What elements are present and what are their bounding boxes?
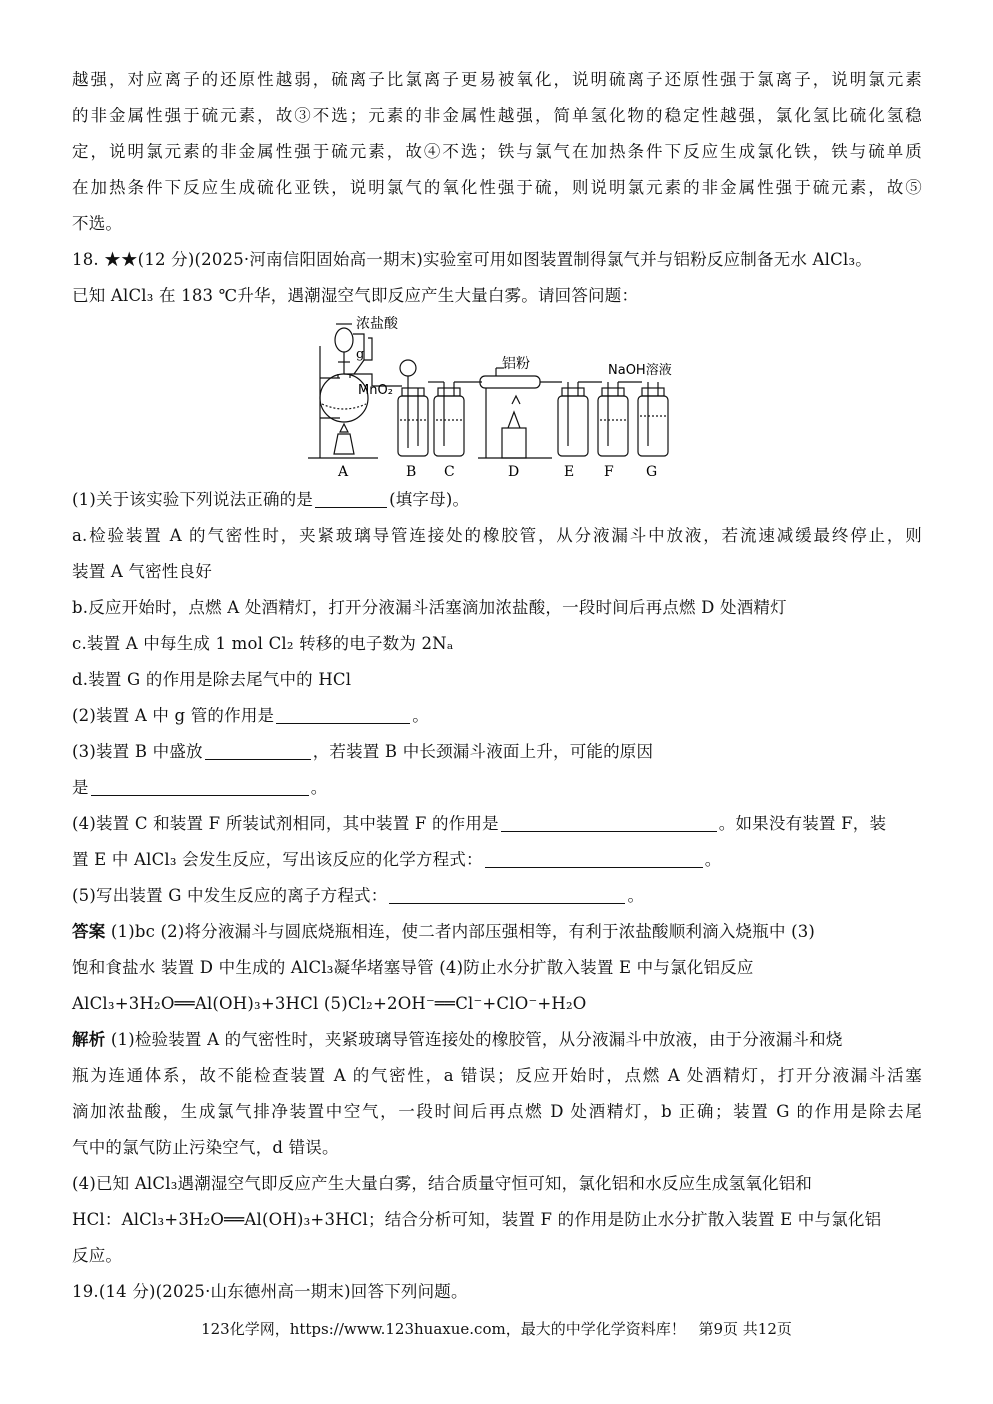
label-al-powder: 铝粉 — [502, 356, 530, 372]
question-part-3-cont — [72, 770, 922, 806]
question-part-1 — [72, 482, 922, 518]
answer-blank — [91, 775, 309, 796]
answer-blank — [389, 883, 625, 904]
question-part-2 — [72, 698, 922, 734]
part-3b-text: 是 — [72, 778, 89, 797]
label-conc-hcl: 浓盐酸 — [356, 316, 398, 332]
option-b: b.反应开始时，点燃 A 处酒精灯，打开分液漏斗活塞滴加浓盐酸，一段时间后再点燃 D 处酒精灯 — [72, 598, 787, 617]
part-1-tail: (填字母)。 — [389, 490, 470, 509]
text-line: 越强，对应离子的还原性越弱，硫离子比氯离子更易被氧化，说明硫离子还原性强于氯离子，说明氯元素 — [72, 70, 922, 89]
part-4b-tail: 。 — [704, 850, 722, 869]
part-2-tail: 。 — [412, 706, 429, 725]
apparatus-letter-g: G — [646, 464, 658, 478]
page-content — [72, 62, 922, 1310]
part-3-mid: ，若装置 B 中长颈漏斗液面上升，可能的原因 — [312, 742, 654, 761]
answer-text: (1)bc (2)将分液漏斗与圆底烧瓶相连，使二者内部压强相等，有利于浓盐酸顺利滴入烧瓶中 (3) — [110, 922, 816, 941]
part-3-text: (3)装置 B 中盛放 — [72, 742, 203, 761]
part-3b-tail: 。 — [310, 778, 328, 797]
explanation-line: 瓶为连通体系，故不能检查装置 A 的气密性，a 错误；反应开始时，点燃 A 处酒精灯，打开分液漏斗活塞 — [72, 1066, 922, 1085]
label-mno2: MnO₂ — [358, 383, 393, 398]
answer-blank — [485, 847, 703, 868]
answer-blank — [315, 487, 387, 508]
text-line: 不选。 — [72, 214, 123, 233]
text-line: 的非金属性强于硫元素，故③不选；元素的非金属性越强，简单氢化物的稳定性越强，氯化氢比硫化氢稳 — [72, 106, 922, 125]
text-line: 定，说明氯元素的非金属性强于硫元素，故④不选；铁与氯气在加热条件下反应生成氯化铁，铁与硫单质 — [72, 142, 922, 161]
part-1-text: (1)关于该实验下列说法正确的是 — [72, 490, 314, 509]
label-g: g — [356, 347, 365, 362]
apparatus-letter-b: B — [406, 464, 417, 478]
option-c: c.装置 A 中每生成 1 mol Cl₂ 转移的电子数为 2Nₐ — [72, 634, 454, 653]
explanation-line: 气中的氯气防止污染空气，d 错误。 — [72, 1138, 339, 1157]
explanation-text: (1)检验装置 A 的气密性时，夹紧玻璃导管连接处的橡胶管，从分液漏斗中放液，由于分液漏斗和烧 — [110, 1030, 843, 1049]
answer-label: 答案 — [72, 922, 106, 941]
answer-line: AlCl₃+3H₂O══Al(OH)₃+3HCl (5)Cl₂+2OH⁻══Cl⁻+ClO⁻+H₂O — [72, 994, 587, 1013]
part-2-text: (2)装置 A 中 g 管的作用是 — [72, 706, 275, 725]
apparatus-letter-e: E — [564, 464, 575, 478]
part-4-text: (4)装置 C 和装置 F 所装试剂相同，其中装置 F 的作用是 — [72, 814, 499, 833]
explanation-line: 滴加浓盐酸，生成氯气排净装置中空气，一段时间后再点燃 D 处酒精灯，b 正确；装置 G 的作用是除去尾 — [72, 1102, 922, 1121]
question-part-3 — [72, 734, 922, 770]
part-4b-text: 置 E 中 AlCl₃ 会发生反应，写出该反应的化学方程式： — [72, 850, 483, 869]
answer-blank — [205, 739, 311, 760]
apparatus-letter-d: D — [508, 464, 520, 478]
part-4-mid: 。如果没有装置 F，装 — [718, 814, 887, 833]
apparatus-figure — [72, 316, 922, 478]
apparatus-letter-f: F — [604, 464, 614, 478]
answer-line — [72, 914, 922, 950]
text-line: 在加热条件下反应生成硫化亚铁，说明氯气的氧化性强于硫，则说明氯元素的非金属性强于硫元素，故⑤ — [72, 178, 922, 197]
answer-blank — [276, 703, 410, 724]
explanation-label: 解析 — [72, 1030, 106, 1049]
answer-blank — [501, 811, 717, 832]
apparatus-letter-a: A — [338, 464, 349, 478]
apparatus-diagram — [72, 316, 922, 478]
question-part-4-cont — [72, 842, 922, 878]
question-part-5 — [72, 878, 922, 914]
explanation-line — [72, 1022, 922, 1058]
question-18-header: 18. ★★(12 分)(2025·河南信阳固始高一期末)实验室可用如图装置制得氯气并与铝粉反应制备无水 AlCl₃。 — [72, 250, 872, 269]
explanation-line: (4)已知 AlCl₃遇潮湿空气即反应产生大量白雾，结合质量守恒可知，氯化铝和水反应生成氢氧化铝和 — [72, 1174, 813, 1193]
explanation-line: 反应。 — [72, 1246, 123, 1265]
option-a-cont: 装置 A 气密性良好 — [72, 562, 212, 581]
page-footer — [0, 1318, 993, 1339]
answer-line: 饱和食盐水 装置 D 中生成的 AlCl₃凝华堵塞导管 (4)防止水分扩散入装置 E 中与氯化铝反应 — [72, 958, 754, 977]
question-19-header: 19.(14 分)(2025·山东德州高一期末)回答下列问题。 — [72, 1282, 468, 1301]
question-18-header-cont: 已知 AlCl₃ 在 183 ℃升华，遇潮湿空气即反应产生大量白雾。请回答问题： — [72, 286, 639, 305]
apparatus-letter-c: C — [444, 464, 455, 478]
option-d: d.装置 G 的作用是除去尾气中的 HCl — [72, 670, 352, 689]
explanation-line: HCl：AlCl₃+3H₂O══Al(OH)₃+3HCl；结合分析可知，装置 F 的作用是防止水分扩散入装置 E 中与氯化铝 — [72, 1210, 882, 1229]
label-naoh: NaOH溶液 — [608, 363, 672, 378]
part-5-text: (5)写出装置 G 中发生反应的离子方程式： — [72, 886, 388, 905]
footer-site: 123化学网，https://www.123huaxue.com，最大的中学化学资料库！ — [201, 1320, 686, 1338]
option-a: a.检验装置 A 的气密性时，夹紧玻璃导管连接处的橡胶管，从分液漏斗中放液，若流速减缓最终停止，则 — [72, 526, 922, 545]
footer-page-number: 第9页 共12页 — [698, 1320, 792, 1338]
part-5-tail: 。 — [627, 886, 645, 905]
question-part-4 — [72, 806, 922, 842]
